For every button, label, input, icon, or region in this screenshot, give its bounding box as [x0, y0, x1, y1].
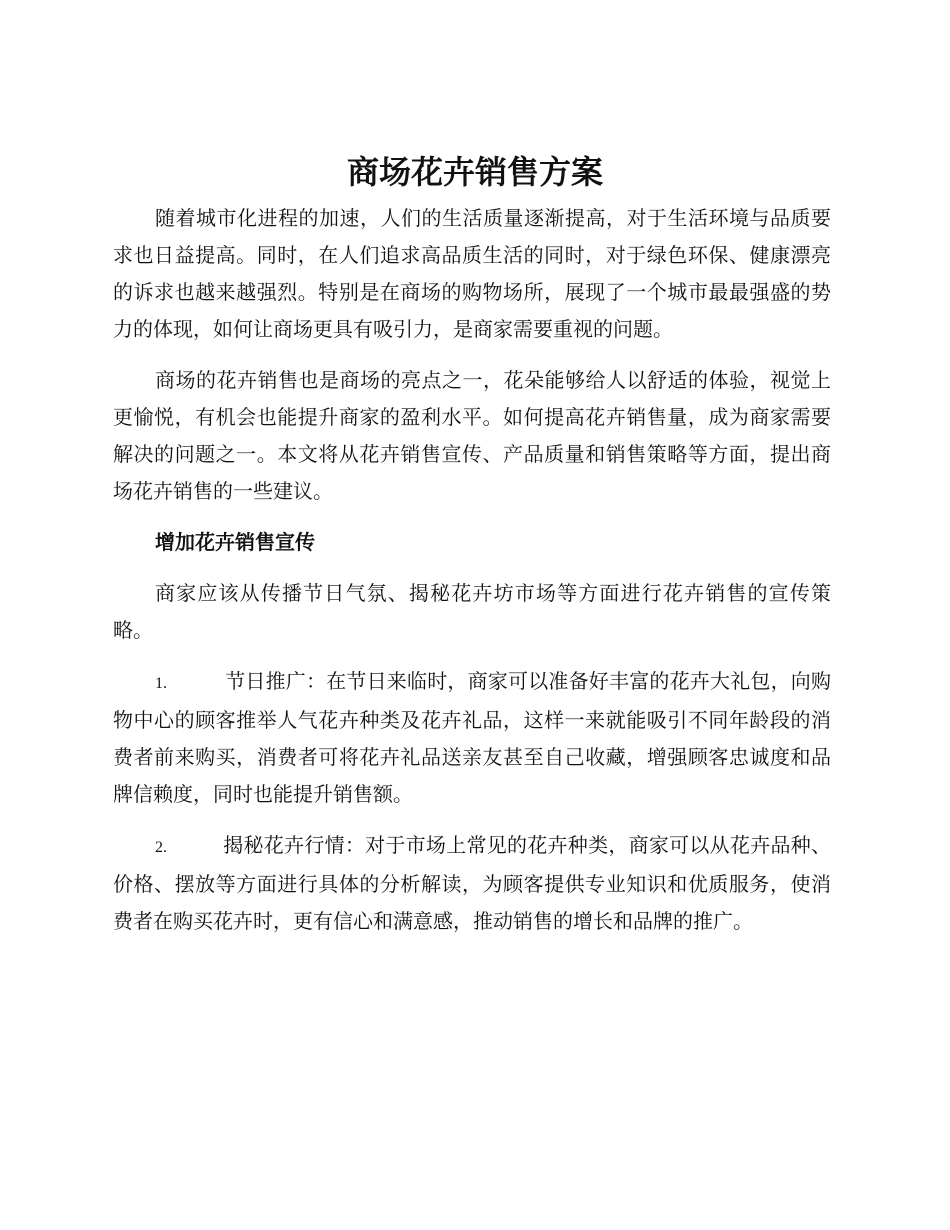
list-item-number: 2. — [155, 839, 167, 856]
list-item-text: 节日推广：在节日来临时，商家可以准备好丰富的花卉大礼包，向购物中心的顾客推举人气花卉种类及花卉礼品，这样一来就能吸引不同年龄段的消费者前来购买，消费者可将花卉礼品送亲友甚至自己收藏，增强顾客忠诚度和品牌信赖度，同时也能提升销售额。 — [113, 669, 831, 806]
list-item-number: 1. — [155, 675, 167, 692]
section-heading: 增加花卉销售宣传 — [155, 530, 315, 554]
list-item-1 — [113, 663, 831, 813]
document-body — [113, 200, 831, 954]
intro-paragraph-2: 商场的花卉销售也是商场的亮点之一，花朵能够给人以舒适的体验，视觉上更愉悦，有机会也能提升商家的盈利水平。如何提高花卉销售量，成为商家需要解决的问题之一。本文将从花卉销售宣传、产品质量和销售策略等方面，提出商场花卉销售的一些建议。 — [113, 368, 831, 503]
document-title: 商场花卉销售方案 — [346, 153, 603, 191]
list-item-text: 揭秘花卉行情：对于市场上常见的花卉种类，商家可以从花卉品种、价格、摆放等方面进行具体的分析解读，为顾客提供专业知识和优质服务，使消费者在购买花卉时，更有信心和满意感，推动销售的增长和品牌的推广。 — [113, 833, 831, 933]
intro-paragraph-1: 随着城市化进程的加速，人们的生活质量逐渐提高，对于生活环境与品质要求也日益提高。同时，在人们追求高品质生活的同时，对于绿色环保、健康漂亮的诉求也越来越强烈。特别是在商场的购物场所，展现了一个城市最最强盛的势力的体现，如何让商场更具有吸引力，是商家需要重视的问题。 — [113, 206, 831, 341]
list-item-2 — [113, 827, 831, 940]
section-intro-paragraph: 商家应该从传播节日气氛、揭秘花卉坊市场等方面进行花卉销售的宣传策略。 — [113, 581, 831, 642]
